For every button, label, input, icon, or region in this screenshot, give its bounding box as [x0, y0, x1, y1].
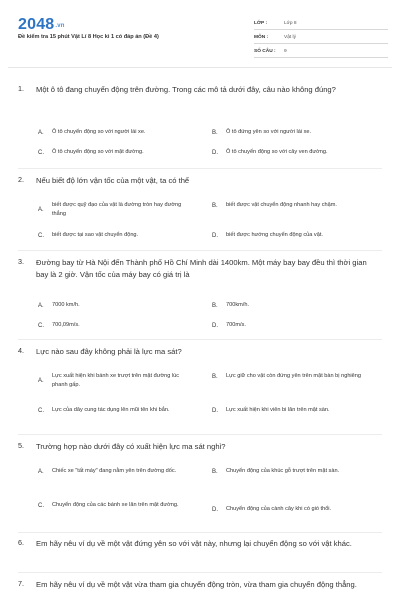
option-key: A. — [38, 129, 44, 136]
question-number: 7. — [18, 579, 24, 588]
question-number: 2. — [18, 175, 24, 184]
option-c[interactable] — [38, 321, 192, 330]
option-text: Chuyển động của các bánh xe lăn trên mặt đường. — [52, 502, 179, 508]
option-text: Lực của dây cung tác dụng lên mũi tên khi bắn. — [52, 407, 170, 413]
divider — [18, 532, 382, 533]
option-key: B. — [212, 302, 218, 309]
option-text: Chuyển động của khúc gỗ trượt trên mặt sàn. — [226, 468, 340, 474]
option-text: 700,09m/s. — [52, 322, 80, 328]
option-key: C. — [38, 502, 44, 509]
option-key: C. — [38, 407, 44, 414]
info-label: LỚP : — [254, 20, 268, 26]
option-text: 700km/h. — [226, 302, 250, 308]
option-text: Ô tô chuyển động so với người lái xe. — [52, 129, 146, 135]
site-logo[interactable] — [18, 16, 65, 34]
info-value: 9 — [284, 48, 287, 54]
divider — [18, 168, 382, 169]
info-value: Lớp 8 — [284, 20, 297, 26]
option-key: A. — [38, 302, 44, 309]
question-head — [18, 84, 376, 96]
option-text: Lực giữ cho vật còn đứng yên trên mặt bàn bị nghiêng — [226, 373, 362, 379]
info-row-subject — [254, 31, 388, 44]
option-text: Ô tô chuyển động so với cây ven đường. — [226, 149, 328, 155]
logo-suffix: .vn — [55, 23, 65, 29]
divider — [18, 250, 382, 251]
question-2 — [8, 175, 392, 250]
question-text: Em hãy nêu ví dụ về một vật đứng yên so với vật này, nhưng lại chuyển động so với vật khác. — [36, 539, 352, 548]
info-row-count — [254, 45, 388, 58]
logo-text: 2048 — [18, 16, 55, 33]
option-key: A. — [38, 378, 44, 384]
option-key: D. — [212, 232, 218, 239]
info-value: Vật lý — [284, 34, 296, 40]
question-text: Em hãy nêu ví dụ về một vật vừa tham gia chuyển động tròn, vừa tham gia chuyển động thẳng. — [36, 580, 357, 589]
option-a[interactable] — [38, 201, 192, 219]
option-c[interactable] — [38, 148, 192, 157]
option-b[interactable] — [212, 128, 366, 137]
option-c[interactable] — [38, 231, 192, 240]
question-text: Lực nào sau đây không phải là lực ma sát? — [36, 347, 182, 356]
option-a[interactable] — [38, 372, 192, 390]
option-text: 7000 km/h. — [52, 302, 80, 308]
option-text: Chuyển động của cành cây khi có gió thổi. — [226, 506, 332, 512]
question-number: 3. — [18, 257, 24, 266]
info-label: MÔN : — [254, 34, 269, 40]
option-text: Chiếc xe "tất máy" đang nằm yên trên đường dốc. — [52, 468, 177, 474]
option-a[interactable] — [38, 128, 192, 137]
option-key: B. — [212, 468, 218, 475]
info-label: SỐ CÂU : — [254, 48, 276, 54]
option-d[interactable] — [212, 406, 366, 415]
question-head — [18, 346, 376, 358]
question-number: 6. — [18, 538, 24, 547]
option-text: Ô tô chuyển động so với mặt đường. — [52, 149, 144, 155]
option-text: Lực xuất hiện khi viên bi lăn trên mặt sàn. — [226, 407, 330, 413]
question-6 — [8, 538, 392, 574]
question-number: 1. — [18, 84, 24, 93]
option-d[interactable] — [212, 148, 366, 157]
option-key: B. — [212, 202, 218, 209]
divider — [18, 572, 382, 573]
question-number: 5. — [18, 441, 24, 450]
question-head — [18, 441, 376, 453]
info-table — [254, 17, 388, 59]
option-key: C. — [38, 149, 44, 156]
question-text: Nếu biết độ lớn vận tốc của một vật, ta có thể — [36, 176, 190, 185]
question-head — [18, 175, 376, 187]
question-5 — [8, 441, 392, 531]
question-1 — [8, 84, 392, 164]
option-key: C. — [38, 232, 44, 239]
question-number: 4. — [18, 346, 24, 355]
option-a[interactable] — [38, 467, 192, 476]
question-text: Một ô tô đang chuyển động trên đường. Trong các mô tả dưới đây, câu nào không đúng? — [36, 85, 336, 94]
divider — [18, 339, 382, 340]
option-key: D. — [212, 407, 218, 414]
option-text: biết được tại sao vật chuyển động. — [52, 232, 139, 238]
option-text: 700m/s. — [226, 322, 246, 328]
option-key: A. — [38, 468, 44, 475]
question-7 — [8, 579, 392, 600]
option-key: D. — [212, 506, 218, 513]
option-key: C. — [38, 322, 44, 329]
question-text: Đường bay từ Hà Nội đến Thành phố Hồ Chí Minh dài 1400km. Một máy bay bay đều thì thời gian bay là 2 giờ. Vận tốc của máy bay có giá trị là — [36, 258, 367, 279]
option-key: B. — [212, 373, 218, 380]
option-d[interactable] — [212, 231, 366, 240]
info-row-class — [254, 17, 388, 30]
question-head — [18, 579, 376, 591]
option-b[interactable] — [212, 372, 366, 381]
option-c[interactable] — [38, 406, 192, 415]
option-text: Lực xuất hiện khi bánh xe trượt trên mặt đường lúc phanh gấp. — [52, 373, 180, 388]
question-text: Trường hợp nào dưới đây có xuất hiện lực ma sát nghỉ? — [36, 442, 226, 451]
option-b[interactable] — [212, 201, 366, 210]
option-d[interactable] — [212, 505, 386, 514]
option-c[interactable] — [38, 501, 192, 510]
question-head — [18, 257, 376, 280]
option-text: biết được hướng chuyển động của vật. — [226, 232, 323, 238]
question-head — [18, 538, 376, 550]
document-header — [8, 8, 392, 68]
option-key: D. — [212, 149, 218, 156]
question-3 — [8, 257, 392, 337]
option-b[interactable] — [212, 467, 366, 476]
question-4 — [8, 346, 392, 434]
option-b[interactable] — [212, 301, 366, 310]
option-text: biết được quỹ đạo của vật là đường tròn hay đường thẳng — [52, 202, 182, 217]
divider — [18, 434, 382, 435]
option-text: biết được vật chuyển động nhanh hay chậm. — [226, 202, 337, 208]
document-page — [8, 8, 392, 600]
option-key: B. — [212, 129, 218, 136]
option-text: Ô tô đứng yên so với người lái xe. — [226, 129, 312, 135]
option-key: D. — [212, 322, 218, 329]
option-d[interactable] — [212, 321, 366, 330]
option-key: A. — [38, 207, 44, 213]
document-title: Đề kiểm tra 15 phút Vật Lí 8 Học kì 1 có đáp án (Đề 4) — [18, 34, 159, 40]
option-a[interactable] — [38, 301, 192, 310]
